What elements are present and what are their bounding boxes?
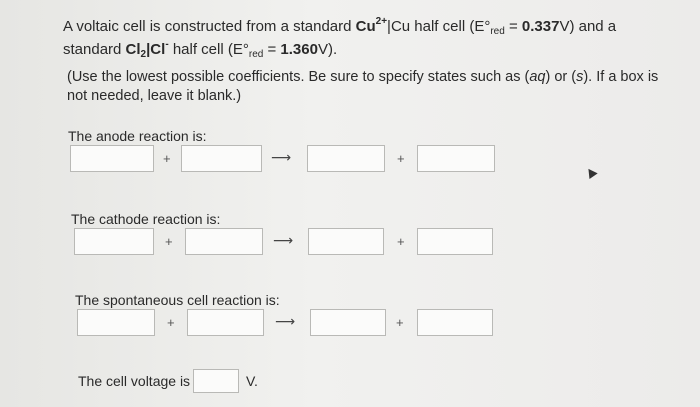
cell-voltage-input[interactable] — [193, 369, 239, 393]
question-line-2: standard $Cl_2|Cl^-$ half cell $(E^\circ_{red} = 1.360V)$. — [63, 39, 338, 60]
cu-ion: $Cu^{2+}|Cu$ — [355, 16, 411, 35]
spontaneous-product-1-input[interactable] — [310, 309, 386, 336]
question-line-1: A voltaic cell is constructed from a standard $Cu^{2+}|Cu$ half cell $(E^\circ_{red} = 0.337V)$ and a — [63, 16, 617, 37]
anode-product-1-input[interactable] — [307, 145, 385, 172]
mouse-cursor-icon — [584, 166, 597, 179]
cathode-reactant-2-input[interactable] — [185, 228, 263, 255]
plus-sign: + — [397, 151, 405, 166]
cell-voltage-label: The cell voltage is — [78, 373, 191, 389]
cl2-species: $Cl_2|Cl^-$ — [125, 39, 169, 60]
cathode-reactant-1-input[interactable] — [74, 228, 154, 255]
spontaneous-reactant-1-input[interactable] — [77, 309, 155, 336]
plus-sign: + — [167, 315, 175, 330]
cathode-product-1-input[interactable] — [308, 228, 384, 255]
spontaneous-reactant-2-input[interactable] — [187, 309, 264, 336]
plus-sign: + — [163, 151, 171, 166]
instructions-note: (Use the lowest possible coefficients. Be sure to specify states such as (aq) or (s). If a box is not needed, leave it blank.) — [67, 69, 659, 104]
spontaneous-product-2-input[interactable] — [417, 309, 493, 336]
spontaneous-reaction-label: The spontaneous cell reaction is: — [75, 292, 280, 308]
anode-reactant-1-input[interactable] — [70, 145, 154, 172]
cathode-product-2-input[interactable] — [417, 228, 493, 255]
anode-reactant-2-input[interactable] — [181, 145, 262, 172]
anode-product-2-input[interactable] — [417, 145, 495, 172]
plus-sign: + — [396, 315, 404, 330]
voltage-unit: V. — [246, 373, 258, 389]
plus-sign: + — [165, 234, 173, 249]
plus-sign: + — [397, 234, 405, 249]
reaction-arrow: ⟶ — [275, 313, 296, 329]
reaction-arrow: ⟶ — [273, 232, 294, 248]
anode-label: The anode reaction is: — [68, 128, 207, 144]
cathode-label: The cathode reaction is: — [71, 211, 221, 227]
reaction-arrow: ⟶ — [271, 149, 292, 165]
